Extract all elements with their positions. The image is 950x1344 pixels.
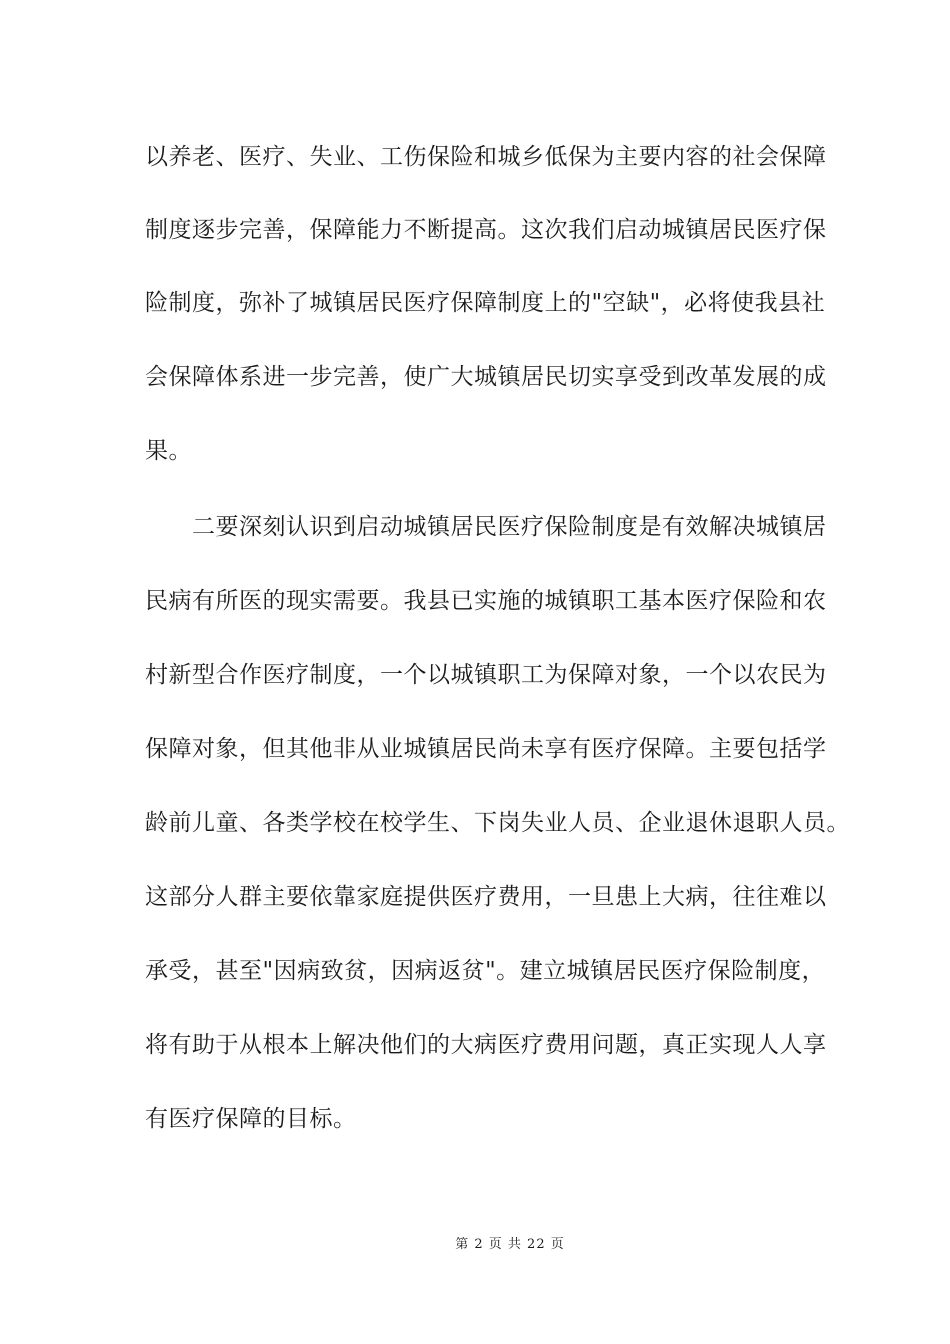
text-line: 将有助于从根本上解决他们的大病医疗费用问题，真正实现人人享 (145, 1032, 827, 1058)
text-line: 果。 (145, 438, 192, 464)
text-line: 龄前儿童、各类学校在校学生、下岗失业人员、企业退休退职人员。 (145, 810, 850, 836)
text-line: 制度逐步完善，保障能力不断提高。这次我们启动城镇居民医疗保 (145, 217, 827, 243)
text-line: 这部分人群主要依靠家庭提供医疗费用，一旦患上大病，往往难以 (145, 884, 827, 910)
page-number-footer: 第 2 页 共 22 页 (455, 1237, 565, 1252)
text-line: 险制度，弥补了城镇居民医疗保障制度上的"空缺"，必将使我县社 (145, 290, 826, 316)
text-line: 村新型合作医疗制度，一个以城镇职工为保障对象，一个以农民为 (145, 662, 827, 688)
text-line: 会保障体系进一步完善，使广大城镇居民切实享受到改革发展的成 (145, 364, 827, 390)
text-line: 民病有所医的现实需要。我县已实施的城镇职工基本医疗保险和农 (145, 588, 827, 614)
text-line: 保障对象，但其他非从业城镇居民尚未享有医疗保障。主要包括学 (145, 736, 827, 762)
text-line: 有医疗保障的目标。 (145, 1106, 357, 1132)
text-line: 二要深刻认识到启动城镇居民医疗保险制度是有效解决城镇居 (145, 514, 827, 540)
text-line: 承受，甚至"因病致贫，因病返贫"。建立城镇居民医疗保险制度， (145, 958, 826, 984)
text-line: 以养老、医疗、失业、工伤保险和城乡低保为主要内容的社会保障 (145, 144, 827, 170)
